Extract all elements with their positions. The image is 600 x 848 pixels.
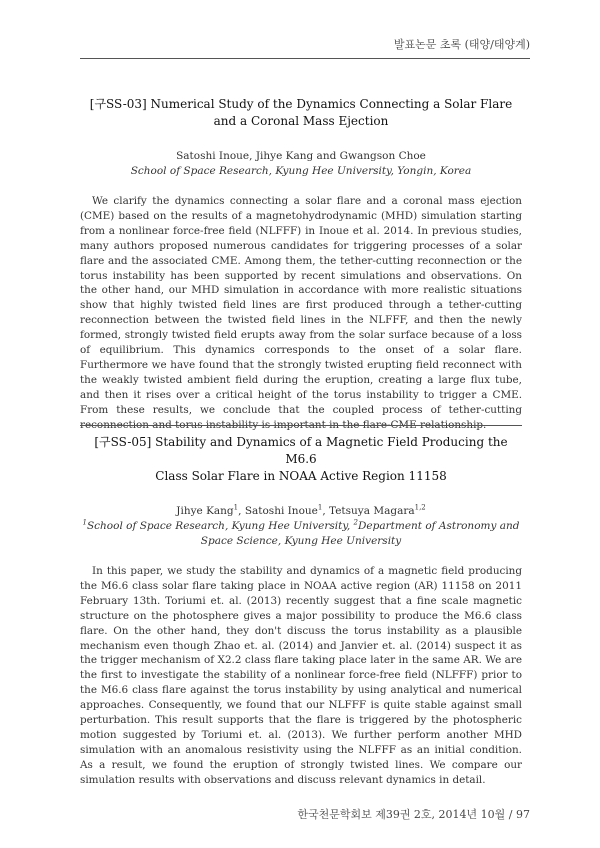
affil-1-sup: 1 xyxy=(82,518,87,527)
abstract-2-title xyxy=(80,434,522,485)
author-1: Jihye Kang xyxy=(176,505,234,517)
abstract-1 xyxy=(80,96,522,433)
abstract-2-body: In this paper, we study the stability and dynamics of a magnetic field producing the M6.6 class solar flare taking place in NOAA active region (AR) 11158 on 2011 February 13th. Toriumi et. al. (2013) recently suggest that a fine scale magnetic structure on the photosphere gives a major possibility to produce the M6.6 class flare. On the other hand, they don't discuss the torus instability as a plausible mechanism even though Zhao et. al. (2014) and Janvier et. al. (2014) suspect it as the trigger mechanism of X2.2 class flare taking place later in the same AR. We are the first to investigate the stability of a nonlinear force-free field (NLFFF) prior to the M6.6 class flare against the torus instability by using analytical and numerical approaches. Consequently, we found that our NLFFF is quite stable against small perturbation. This result supports that the flare is triggered by the photospheric motion suggested by Toriumi et. al. (2013). We further perform another MHD simulation with an anomalous resistivity using the NLFFF as an initial condition. As a result, we found the eruption of strongly twisted lines. We compare our simulation results with observations and discuss relevant dynamics in detail. xyxy=(80,565,522,786)
author-2: Satoshi Inoue xyxy=(244,505,318,517)
abstract-1-title xyxy=(80,96,522,130)
abstract-2-affiliation xyxy=(80,519,522,549)
affil-1: School of Space Research, Kyung Hee University, xyxy=(86,520,354,532)
abstract-2-title-line1: [구SS-05] Stability and Dynamics of a Magnetic Field Producing the M6.6 xyxy=(94,435,508,466)
author-2-sup: 1 xyxy=(317,503,323,512)
author-1-sup: 1 xyxy=(233,503,239,512)
section-divider xyxy=(80,425,522,426)
abstract-2-title-line2: Class Solar Flare in NOAA Active Region 11158 xyxy=(155,469,447,483)
abstract-2-authors: Jihye Kang$^1$, Satoshi Inoue$^1$, Tetsuya Magara$^{1,2}$ xyxy=(176,503,426,517)
author-3: Tetsuya Magara xyxy=(329,505,415,517)
affil-2-sup: 2 xyxy=(353,518,359,527)
affil-line-2: Space Science, Kyung Hee University xyxy=(200,535,402,547)
running-head: 발표논문 초록 (태양/태양계) xyxy=(393,38,530,51)
abstract-2 xyxy=(80,425,522,788)
footer-citation: 한국천문학회보 제39권 2호, 2014년 10월 / 97 xyxy=(297,808,530,821)
author-3-sup: 1,2 xyxy=(414,503,426,512)
header-rule xyxy=(80,58,530,59)
abstract-1-authors: Satoshi Inoue, Jihye Kang and Gwangson Choe xyxy=(176,150,426,162)
abstract-1-affiliation: School of Space Research, Kyung Hee University, Yongin, Korea xyxy=(130,165,472,177)
affil-2: Department of Astronomy and xyxy=(358,520,520,532)
abstract-1-body: We clarify the dynamics connecting a solar flare and a coronal mass ejection (CME) based on the results of a magnetohydrodynamic (MHD) simulation starting from a nonlinear force-free field (NLFFF) in Inoue et al. 2014. In previous studies, many authors proposed numerous candidates for triggering processes of a solar flare and the associated CME. Among them, the tether-cutting reconnection or the torus instability has been supported by recent simulations and observations. On the other hand, our MHD simulation in accordance with more realistic situations show that highly twisted field lines are first produced through a tether-cutting reconnection between the twisted field lines in the NLFFF, and then the newly formed, strongly twisted field erupts away from the solar surface because of a loss of equilibrium. This dynamics corresponds to the onset of a solar flare. Furthermore we have found that the strongly twisted erupting field reconnect with the weakly twisted ambient field during the eruption, creating a large flux tube, and then it rises over a critical height of the torus instability to trigger a CME. From these results, we conclude that the coupled process of tether-cutting reconnection and torus instability is important in the flare-CME relationship. xyxy=(80,195,522,431)
abstract-1-title-line2: and a Coronal Mass Ejection xyxy=(213,114,389,128)
abstract-1-title-line1: [구SS-03] Numerical Study of the Dynamics Connecting a Solar Flare xyxy=(89,97,513,111)
